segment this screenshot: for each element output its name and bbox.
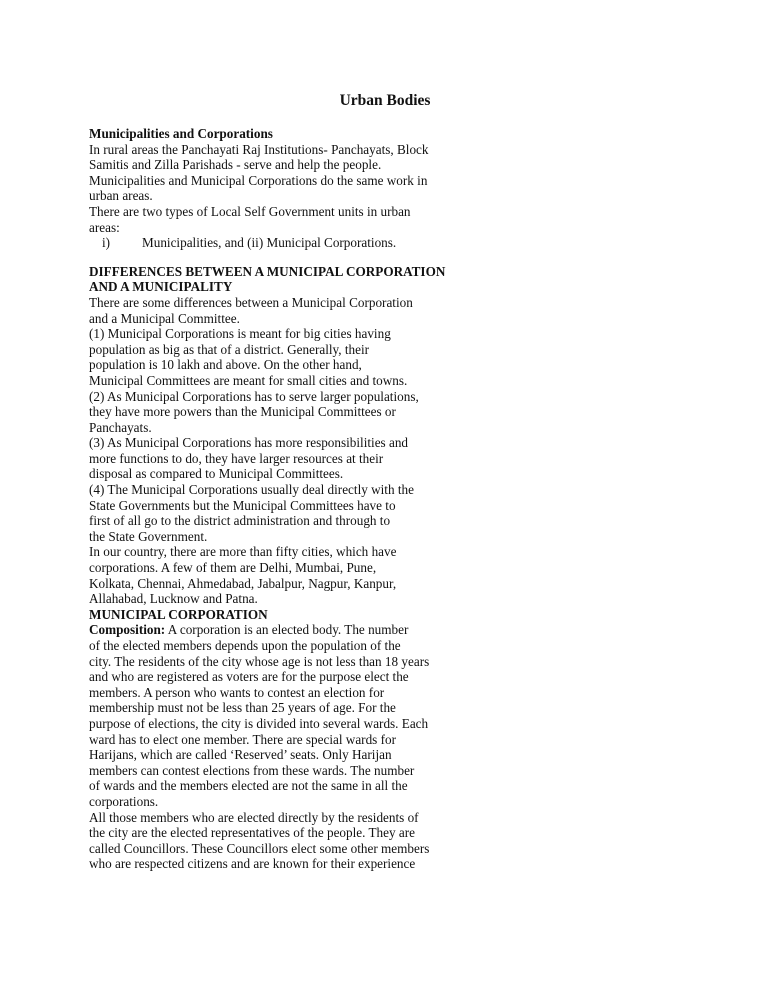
paragraph-line: of the elected members depends upon the population of the (89, 638, 401, 653)
paragraph-line: areas: (89, 219, 120, 235)
paragraph-line: population as big as that of a district. Generally, their (89, 341, 370, 357)
paragraph-line: corporations. A few of them are Delhi, Mumbai, Pune, (89, 560, 377, 576)
paragraph-line: corporations. (89, 793, 159, 809)
paragraph-line: Harijans, which are called ‘Reserved’ seats. Only Harijan (89, 747, 392, 763)
list-item (89, 235, 489, 251)
paragraph-line: and who are registered as voters are for the purpose elect the (89, 669, 409, 685)
paragraph-line: of wards and the members elected are not the same in all the (89, 778, 408, 794)
section-heading: DIFFERENCES BETWEEN A MUNICIPAL CORPORATION (89, 263, 446, 279)
paragraph-line: members. A person who wants to contest an election for (89, 684, 385, 700)
paragraph-line: population is 10 lakh and above. On the other hand, (89, 357, 362, 373)
paragraph-line: All those members who are elected directly by the residents of (89, 809, 419, 825)
paragraph-line: the State Government. (89, 528, 208, 544)
document-body (89, 126, 489, 872)
list-marker: i) (102, 235, 111, 251)
paragraph-line: more functions to do, they have larger resources at their (89, 450, 384, 466)
paragraph-line: Allahabad, Lucknow and Patna. (89, 591, 258, 607)
document-title (0, 92, 768, 110)
paragraph-line: Municipalities and Municipal Corporations do the same work in (89, 172, 428, 188)
paragraph-line: city. The residents of the city whose age is not less than 18 years (89, 653, 430, 669)
paragraph-line: Samitis and Zilla Parishads - serve and help the people. (89, 157, 382, 173)
paragraph-line (89, 622, 489, 638)
paragraph-line: In rural areas the Panchayati Raj Institutions- Panchayats, Block (89, 141, 429, 157)
paragraph-line: called Councillors. These Councillors elect some other members (89, 840, 430, 856)
paragraph-line: State Governments but the Municipal Committees have to (89, 497, 396, 513)
paragraph-line: There are some differences between a Municipal Corporation (89, 294, 413, 310)
paragraph-line: purpose of elections, the city is divided into several wards. Each (89, 715, 429, 731)
paragraph-line: Panchayats. (89, 419, 152, 435)
paragraph-line: In our country, there are more than fifty cities, which have (89, 544, 397, 560)
list-item-text: Municipalities, and (ii) Municipal Corporations. (142, 235, 397, 251)
paragraph-line: membership must not be less than 25 years of age. For the (89, 700, 396, 716)
paragraph-gap (89, 251, 489, 264)
section-heading: Municipalities and Corporations (89, 126, 273, 141)
paragraph-line: the city are the elected representatives of the people. They are (89, 825, 415, 841)
paragraph-line: There are two types of Local Self Government units in urban (89, 203, 411, 219)
paragraph-line: and a Municipal Committee. (89, 310, 240, 326)
paragraph-line: Kolkata, Chennai, Ahmedabad, Jabalpur, Nagpur, Kanpur, (89, 575, 397, 591)
paragraph-line: urban areas. (89, 188, 153, 204)
paragraph-line: ward has to elect one member. There are special wards for (89, 731, 396, 747)
paragraph-line: members can contest elections from these wards. The number (89, 762, 415, 778)
title-text: Urban Bodies (339, 92, 431, 109)
section-heading: AND A MUNICIPALITY (89, 279, 233, 295)
paragraph-line: (3) As Municipal Corporations has more responsibilities and (89, 435, 409, 451)
section-heading: MUNICIPAL CORPORATION (89, 606, 268, 622)
paragraph-line: (4) The Municipal Corporations usually deal directly with the (89, 482, 414, 498)
paragraph-line: who are respected citizens and are known for their experience (89, 856, 416, 872)
paragraph-line: disposal as compared to Municipal Committees. (89, 466, 344, 482)
paragraph-line: (2) As Municipal Corporations has to serve larger populations, (89, 388, 419, 404)
paragraph-line: first of all go to the district administration and through to (89, 513, 391, 529)
paragraph-line: Municipal Committees are meant for small cities and towns. (89, 372, 408, 388)
composition-text: A corporation is an elected body. The number (165, 622, 409, 638)
paragraph-line: (1) Municipal Corporations is meant for big cities having (89, 326, 391, 342)
composition-label: Composition: (89, 622, 166, 638)
paragraph-line: they have more powers than the Municipal Committees or (89, 404, 396, 420)
